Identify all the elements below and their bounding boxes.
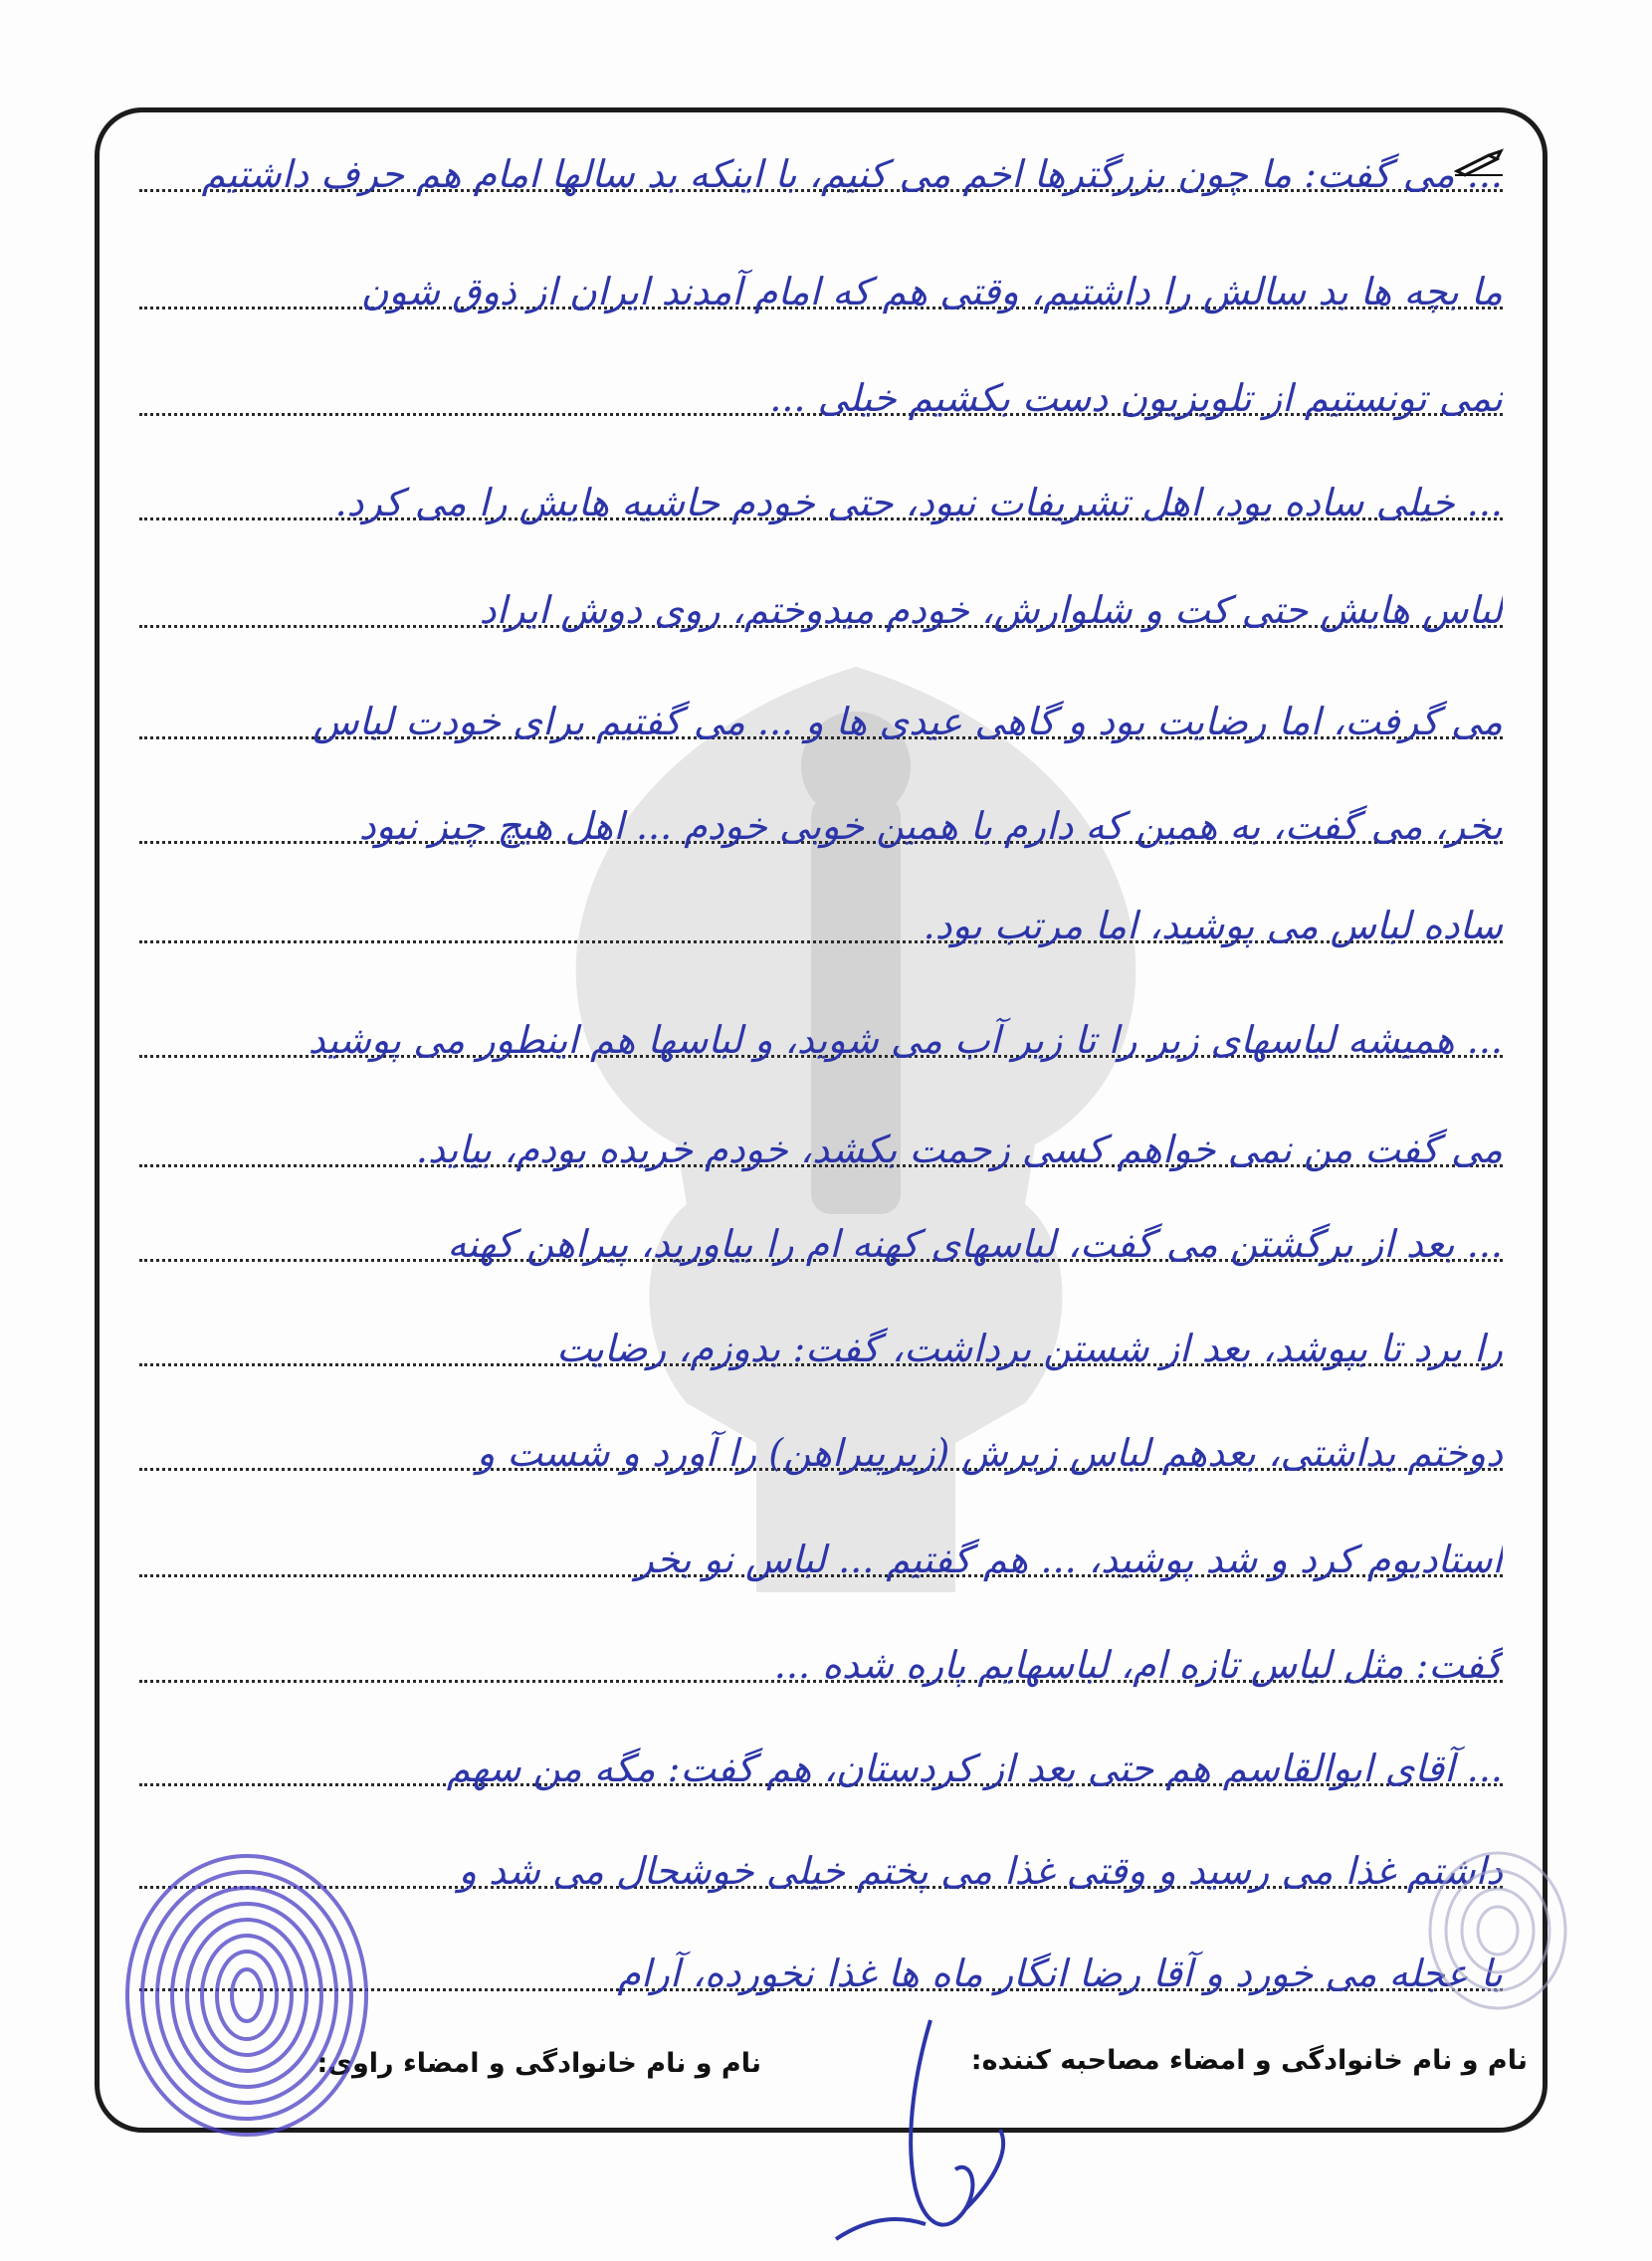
handwritten-line: گفت: مثل لباس تازه ام، لباسهایم پاره شده ... xyxy=(773,1643,1503,1687)
handwritten-line: ... می گفت: ما چون بزرگترها اخم می کنیم، با اینکه بد سالها امام هم حرف داشتیم xyxy=(201,152,1503,196)
handwritten-line: لباس هایش حتی کت و شلوارش، خودم میدوختم، روی دوش ایراد xyxy=(479,588,1503,632)
handwritten-line: ساده لباس می پوشید، اما مرتب بود. xyxy=(923,904,1503,947)
signature-mark xyxy=(796,2010,1095,2259)
narrator-signature-label: نام و نام خانوادگی و امضاء راوی: xyxy=(316,2048,761,2079)
fingerprint-stamp xyxy=(117,1846,376,2145)
handwritten-line: داشتم غذا می رسید و وقتی غذا می پختم خیلی خوشحال می شد و xyxy=(458,1849,1503,1893)
handwritten-line: با عجله می خورد و آقا رضا انگار ماه ها غذا نخورده، آرام xyxy=(617,1952,1503,1995)
handwritten-line: استادیوم کرد و شد پوشید، ... هم گفتیم ... لباس نو بخر xyxy=(635,1538,1503,1581)
handwritten-line: ما بچه ها بد سالش را داشتیم، وقتی هم که امام آمدند ایران از ذوق شون xyxy=(360,270,1503,313)
fingerprint-faint xyxy=(1423,1846,1572,2015)
handwritten-line: ... آقای ابوالقاسم هم حتی بعد از کردستان، هم گفت: مگه من سهم xyxy=(446,1747,1503,1790)
handwritten-line: بخر، می گفت، به همین که دارم با همین خوبی خودم ... اهل هیچ چیز نبود xyxy=(358,804,1503,848)
handwritten-line: دوختم بداشتی، بعدهم لباس زیرش (زیرپیراهن) را آورد و شست و xyxy=(476,1431,1503,1475)
handwritten-line: نمی تونستیم از تلویزیون دست بکشیم خیلی ... xyxy=(769,376,1503,420)
handwritten-line: ... بعد از برگشتن می گفت، لباسهای کهنه ام را بیاورید، پیراهن کهنه xyxy=(447,1222,1503,1266)
interviewer-signature-label: نام و نام خانوادگی و امضاء مصاحبه کننده: xyxy=(970,2045,1528,2076)
handwritten-line: می گرفت، اما رضایت بود و گاهی عیدی ها و ... می گفتیم برای خودت لباس xyxy=(312,700,1503,743)
handwritten-line: ... خیلی ساده بود، اهل تشریفات نبود، حتی خودم حاشیه هایش را می کرد. xyxy=(334,481,1503,524)
handwritten-line: ... همیشه لباسهای زیر را تا زیر آب می شوید، و لباسها هم اینطور می پوشید xyxy=(308,1018,1503,1062)
handwritten-line: می گفت من نمی خواهم کسی زحمت بکشد، خودم خریده بودم، بیاید. xyxy=(415,1128,1503,1171)
handwritten-line: را برد تا بپوشد، بعد از شستن برداشت، گفت: بدوزم، رضایت xyxy=(556,1327,1503,1370)
